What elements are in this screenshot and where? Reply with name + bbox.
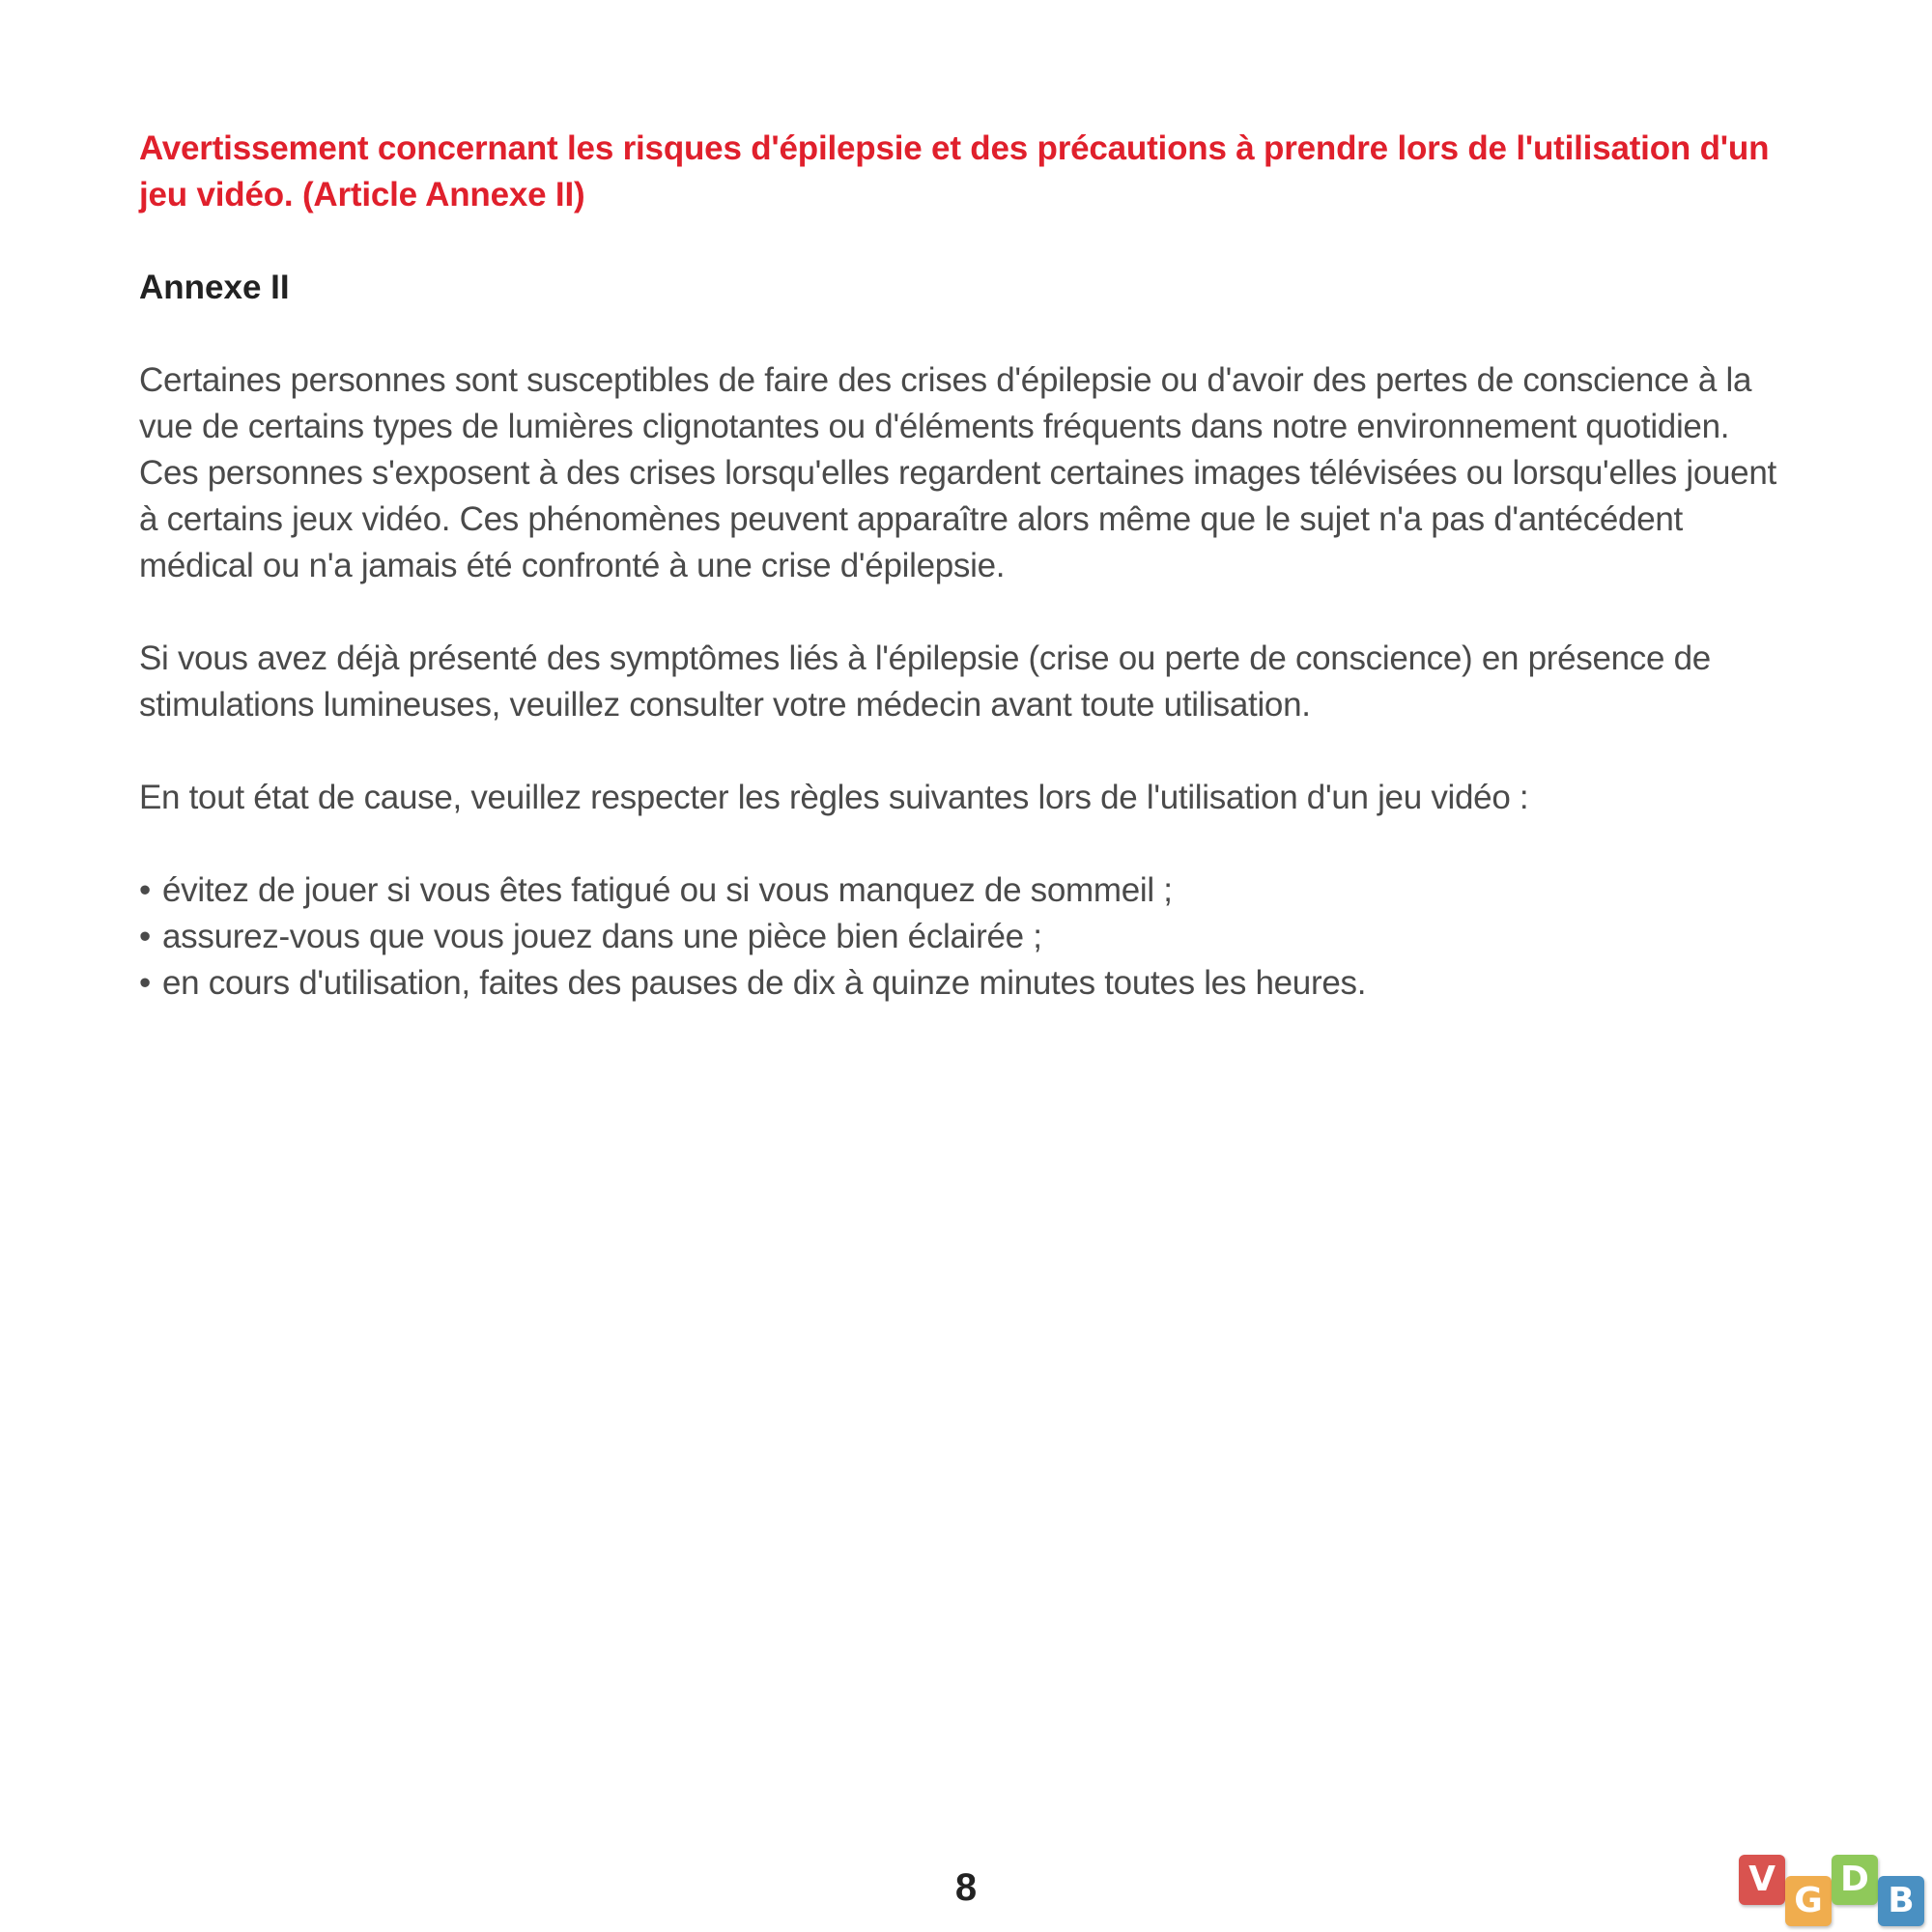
logo-tile-d: D	[1832, 1855, 1878, 1905]
paragraph-consult-doctor: Si vous avez déjà présenté des symptômes liés à l'épilepsie (crise ou perte de conscience) en présence de stimulations lumineuses, veuillez consulter votre médecin avant toute utilisation.	[139, 639, 1711, 724]
logo-tile-v: V	[1739, 1855, 1785, 1905]
bullet-icon: •	[139, 871, 151, 909]
rule-text: en cours d'utilisation, faites des pauses de dix à quinze minutes toutes les heures.	[162, 964, 1367, 1002]
page-number: 8	[954, 1866, 978, 1909]
document-page	[139, 126, 1781, 1007]
rule-item	[139, 914, 1781, 960]
bullet-icon: •	[139, 964, 151, 1002]
logo-tile-g: G	[1785, 1876, 1832, 1926]
paragraph-rules-intro: En tout état de cause, veuillez respecter les règles suivantes lors de l'utilisation d'un jeu vidéo :	[139, 779, 1529, 816]
logo-tile-b: B	[1878, 1876, 1924, 1926]
rule-text: assurez-vous que vous jouez dans une pièce bien éclairée ;	[162, 918, 1042, 955]
bullet-icon: •	[139, 918, 151, 955]
section-heading: Annexe II	[139, 269, 290, 306]
paragraph-epilepsy-description: Certaines personnes sont susceptibles de faire des crises d'épilepsie ou d'avoir des pertes de conscience à la vue de certains types de lumières clignotantes ou d'éléments fréquents dans notre environnement quotidien. Ces personnes s'exposent à des crises lorsqu'elles regardent certaines images télévisées ou lorsqu'elles jouent à certains jeux vidéo. Ces phénomènes peuvent apparaître alors même que le sujet n'a pas d'antécédent médical ou n'a jamais été confronté à une crise d'épilepsie.	[139, 361, 1776, 584]
rules-list	[139, 867, 1781, 1007]
rule-item	[139, 960, 1781, 1007]
rule-text: évitez de jouer si vous êtes fatigué ou si vous manquez de sommeil ;	[162, 871, 1173, 909]
vgdb-watermark-logo	[1735, 1853, 1932, 1932]
warning-title: Avertissement concernant les risques d'épilepsie et des précautions à prendre lors de l'utilisation d'un jeu vidéo. (Article Annexe II)	[139, 129, 1770, 213]
rule-item	[139, 867, 1781, 914]
